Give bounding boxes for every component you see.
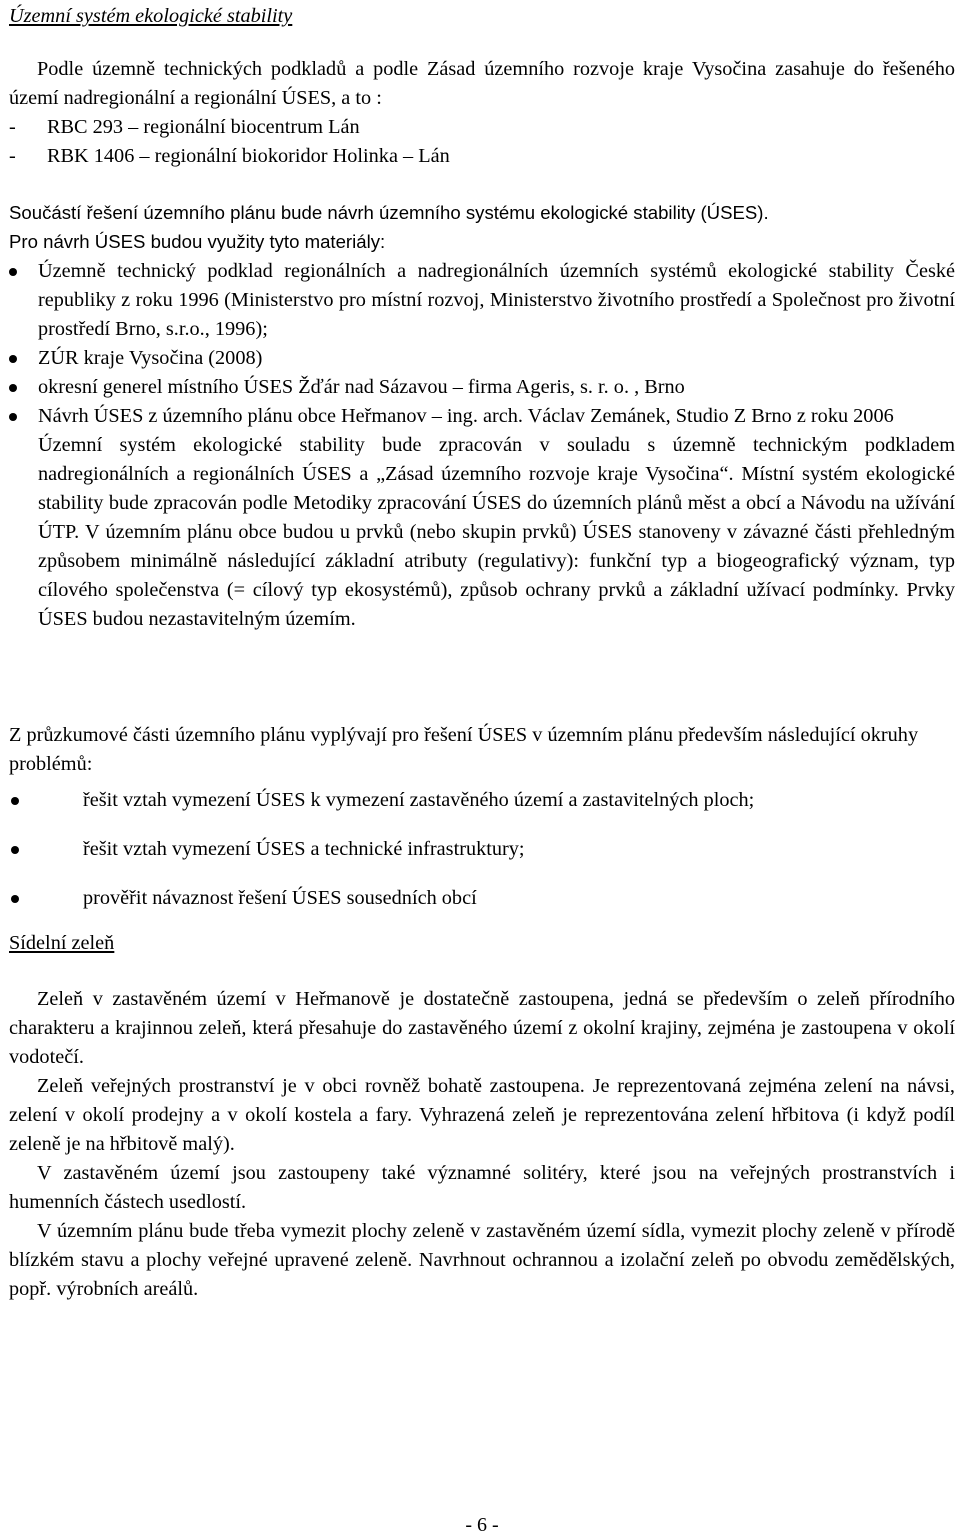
list-item: [9, 835, 955, 864]
material-text: okresní generel místního ÚSES Žďár nad Sázavou – firma Ageris, s. r. o. , Brno: [38, 376, 685, 398]
problem-text: prověřit návaznost řešení ÚSES sousedních obcí: [83, 887, 477, 909]
dash-item-text: RBC 293 – regionální biocentrum Lán: [47, 116, 360, 138]
bullet-icon: [9, 268, 17, 276]
greenery-heading: Sídelní zeleň: [9, 932, 115, 954]
problems-list: [9, 786, 955, 913]
dash-marker: -: [9, 145, 16, 167]
materials-list: [9, 257, 955, 431]
bullet-icon: [11, 846, 19, 854]
materials-section: [9, 257, 955, 634]
dash-item-text: RBK 1406 – regionální biokoridor Holinka – Lán: [47, 145, 450, 167]
bullet-icon: [11, 797, 19, 805]
list-item: [9, 402, 955, 431]
uses-intro-paragraph: Podle územně technických podkladů a podle Zásad územního rozvoje kraje Vysočina zasahuje do řešeného území nadregionální a regionální ÚSES, a to :: [9, 58, 955, 109]
uses-dash-list: [9, 113, 955, 171]
problem-text: řešit vztah vymezení ÚSES k vymezení zastavěného území a zastavitelných ploch;: [83, 789, 755, 811]
uses-solution-paragraph: [9, 198, 955, 256]
uses-heading: Územní systém ekologické stability: [9, 5, 293, 27]
list-item: [9, 373, 955, 402]
bullet-icon: [9, 355, 17, 363]
problem-text: řešit vztah vymezení ÚSES a technické infrastruktury;: [83, 838, 525, 860]
material-text: Návrh ÚSES z územního plánu obce Heřmanov – ing. arch. Václav Zemánek, Studio Z Brno z roku 2006: [38, 405, 894, 427]
greenery-paragraph: Zeleň v zastavěném území v Heřmanově je dostatečně zastoupena, jedná se především o zeleň přírodního charakteru a krajinnou zeleň, která přesahuje do zastavěného území z okolní krajiny, zejména je zastoupena v okolí vodotečí.: [9, 988, 955, 1068]
list-item: [9, 884, 955, 913]
dash-list-item: [9, 142, 955, 171]
survey-paragraph: Z průzkumové části územního plánu vyplývají pro řešení ÚSES v územním plánu především následující okruhy problémů:: [9, 724, 919, 775]
greenery-paragraph: V územním plánu bude třeba vymezit plochy zeleně v zastavěném území sídla, vymezit plochy zeleně v přírodě blízkém stavu a plochy veřejné upravené zeleně. Navrhnout ochrannou a izolační zeleň po obvodu zemědělských, popř. výrobních areálů.: [9, 1220, 955, 1300]
material-text: Územně technický podklad regionálních a nadregionálních územních systémů ekologické stability České republiky z roku 1996 (Ministerstvo pro místní rozvoj, Ministerstvo životního prostředí a Společnost pro životní prostředí Brno, s.r.o., 1996);: [38, 260, 955, 340]
problems-section: [9, 786, 955, 933]
dash-marker: -: [9, 116, 16, 138]
greenery-section: [9, 985, 955, 1304]
bullet-icon: [9, 413, 17, 421]
list-item: [9, 344, 955, 373]
dash-list-item: [9, 113, 955, 142]
greenery-paragraph: Zeleň veřejných prostranství je v obci rovněž bohatě zastoupena. Je reprezentovaná zejména zelení na návsi, zelení v okolí prodejny a v okolí kostela a fary. Vyhrazená zeleň je reprezentována zelení hřbitova (i když podíl zeleně je na hřbitově malý).: [9, 1075, 955, 1155]
bullet-icon: [11, 895, 19, 903]
solution-line-2: Pro návrh ÚSES budou využity tyto materiály:: [9, 231, 386, 252]
greenery-paragraph: V zastavěném území jsou zastoupeny také významné solitéry, které jsou na veřejných prostranstvích i humenních částech usedlostí.: [9, 1162, 955, 1213]
bullet-icon: [9, 384, 17, 392]
processing-paragraph: Územní systém ekologické stability bude zpracován v souladu s územně technickým podkladem nadregionálních a regionálních ÚSES a „Zásad územního rozvoje kraje Vysočina“. Místní systém ekologické stability bude zpracován podle Metodiky zpracování ÚSES do územních plánů měst a obcí a Návodu na užívání ÚTP. V územním plánu obce budou u prvků (nebo skupin prvků) ÚSES stanoveny v závazné části přehledným způsobem minimálně následující základní atributy (regulativy): funkční typ a biogeografický význam, typ cílového společenstva (= cílový typ ekosystémů), způsob ochrany prvků a základní užívací podmínky. Prvky ÚSES budou nezastavitelným územím.: [38, 434, 955, 630]
page-number: - 6 -: [465, 1514, 499, 1536]
list-item: [9, 786, 955, 815]
solution-line-1: Součástí řešení územního plánu bude návrh územního systému ekologické stability (ÚSES).: [9, 202, 769, 223]
list-item: [9, 257, 955, 344]
material-text: ZÚR kraje Vysočina (2008): [38, 347, 263, 369]
